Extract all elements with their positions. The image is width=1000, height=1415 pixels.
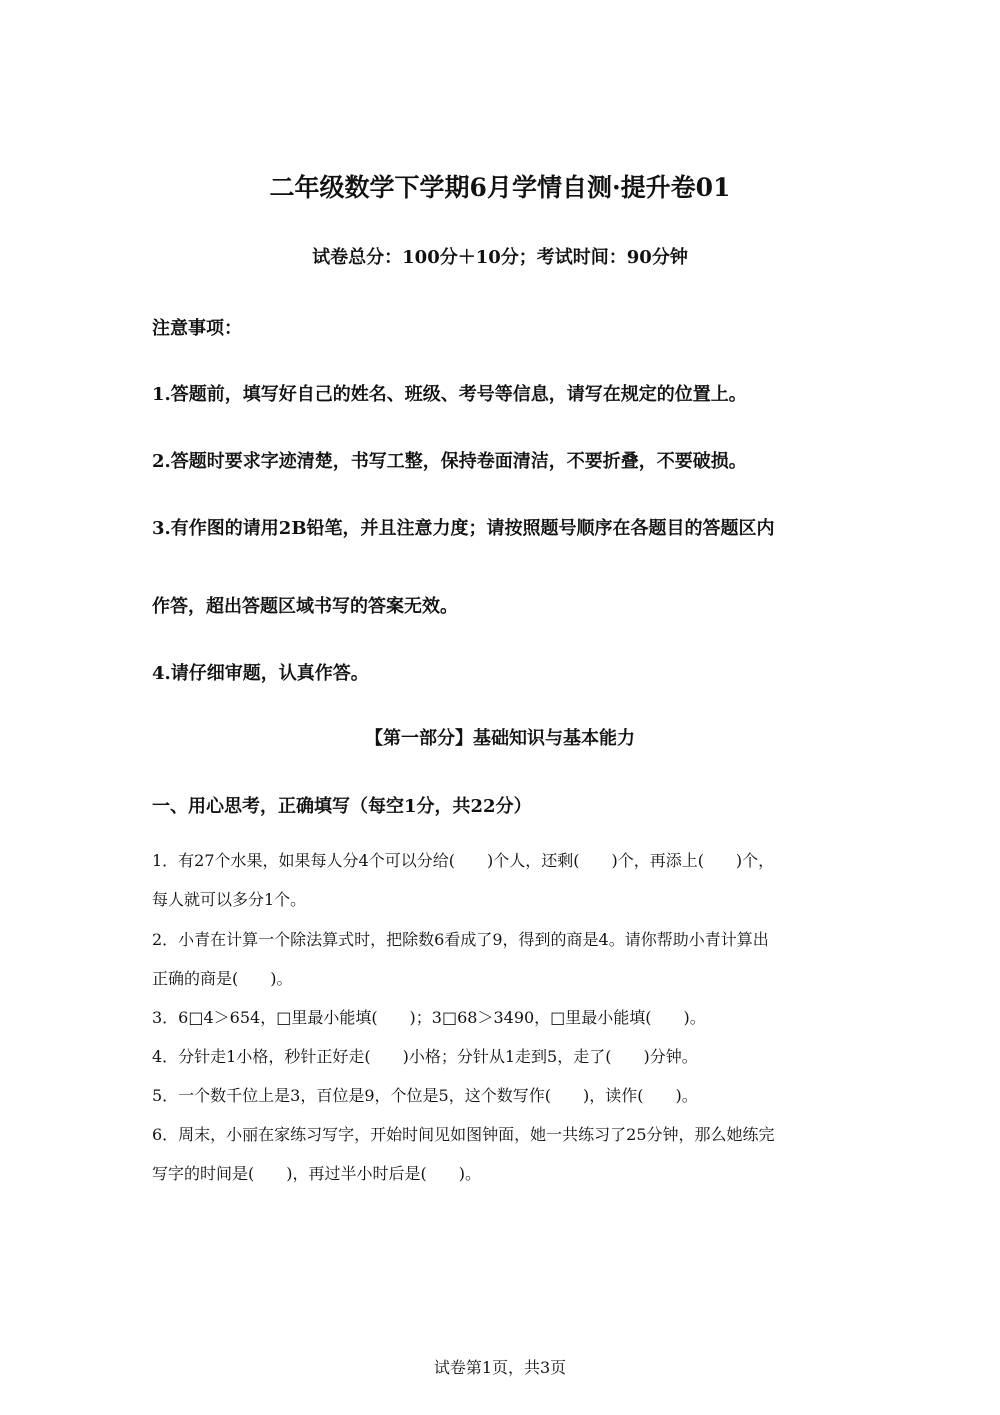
section-title: 【第一部分】基础知识与基本能力 [365, 728, 635, 749]
question-line: 5．一个数千位上是3，百位是9，个位是5，这个数写作( )，读作( )。 [152, 1086, 698, 1105]
question-line: 2．小青在计算一个除法算式时，把除数6看成了9，得到的商是4。请你帮助小青计算出 [152, 930, 769, 949]
question-line: 6．周末，小丽在家练习写字，开始时间见如图钟面，她一共练习了25分钟，那么她练完 [152, 1125, 775, 1144]
notice-item: 4.请仔细审题，认真作答。 [152, 663, 369, 684]
notice-item: 1.答题前，填写好自己的姓名、班级、考号等信息，请写在规定的位置上。 [152, 384, 747, 405]
exam-subtitle: 试卷总分：100分＋10分；考试时间：90分钟 [312, 247, 688, 268]
question-line: 写字的时间是( )，再过半小时后是( )。 [152, 1164, 481, 1183]
question-line: 4．分针走1小格，秒针正好走( )小格；分针从1走到5，走了( )分钟。 [152, 1047, 698, 1066]
part-title: 一、用心思考，正确填写（每空1分，共22分） [152, 796, 532, 817]
question-line: 每人就可以多分1个。 [152, 890, 307, 909]
notice-item: 作答，超出答题区域书写的答案无效。 [152, 596, 458, 617]
question-line: 正确的商是( )。 [152, 969, 293, 988]
page-title: 二年级数学下学期6月学情自测·提升卷01 [269, 173, 731, 202]
notice-item: 3.有作图的请用2B铅笔，并且注意力度；请按照题号顺序在各题目的答题区内 [152, 518, 775, 539]
notice-item: 2.答题时要求字迹清楚，书写工整，保持卷面清洁，不要折叠，不要破损。 [152, 451, 747, 472]
page-footer: 试卷第1页，共3页 [433, 1358, 567, 1377]
notice-heading: 注意事项： [152, 318, 242, 339]
question-line: 1．有27个水果，如果每人分4个可以分给( )个人，还剩( )个，再添上( )个， [152, 851, 775, 870]
question-line: 3．6□4＞654，□里最小能填( )；3□68＞3490，□里最小能填( )。 [152, 1008, 706, 1027]
